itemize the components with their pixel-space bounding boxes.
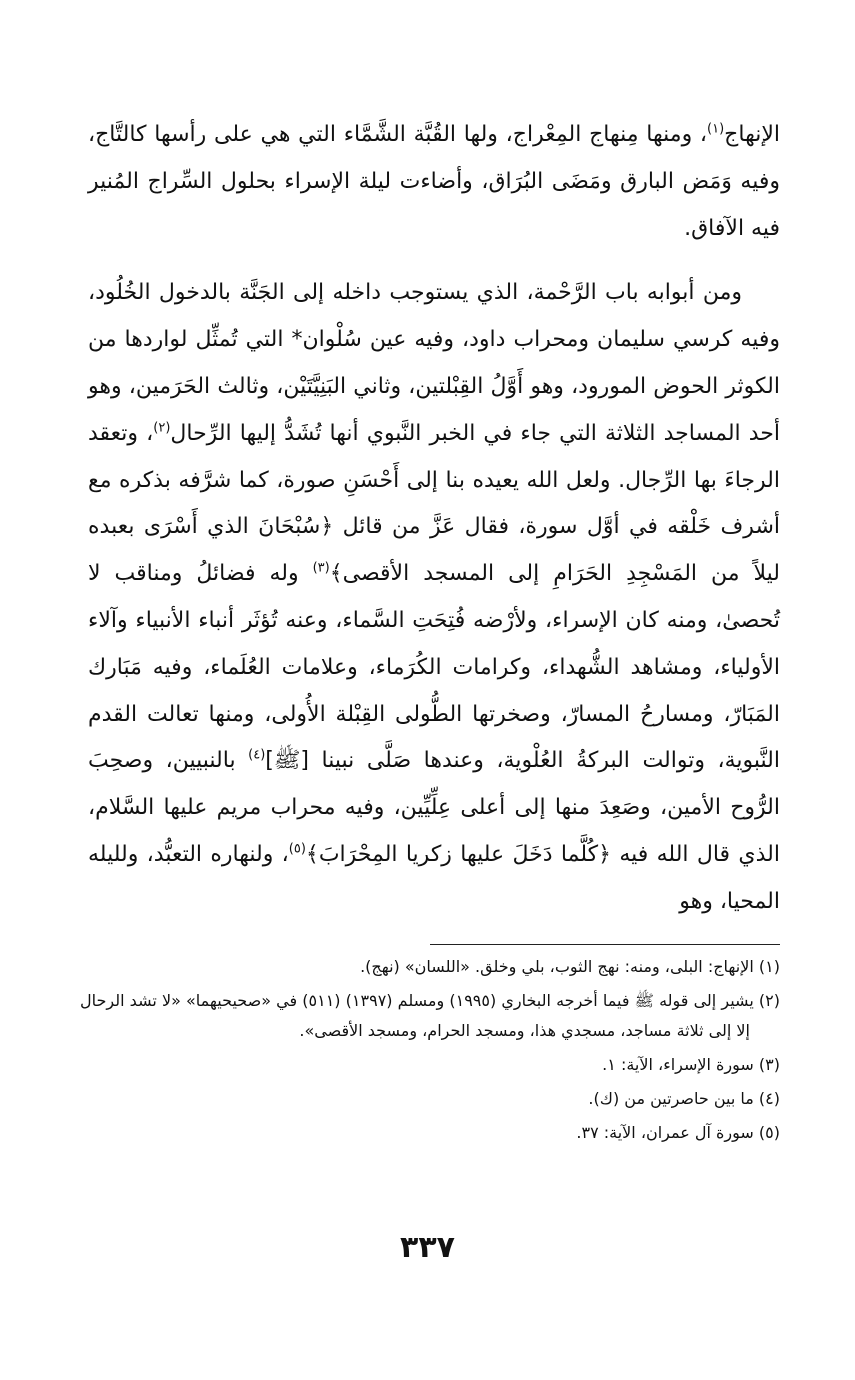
footnote-2: (٢) يشير إلى قوله ﷺ فيما أخرجه البخاري (١٩٩٥) ومسلم (١٣٩٧) (٥١١) في «صحيحيهما» «لا تشد الرحال إلا إلى ثلاثة مساجد، مسجدي هذا، ومسجد الحرام، ومسجد الأقصى». <box>80 991 781 1040</box>
footnote-4: (٤) ما بين حاصرتين من (ك). <box>588 1089 780 1108</box>
footnote-ref-3: (٣) <box>312 560 330 576</box>
footnote-ref-5: (٥) <box>288 841 306 857</box>
paragraph-1-text: الإنهاج <box>724 122 780 147</box>
footnote-ref-4: (٤) <box>248 748 266 764</box>
paragraph-2-text: بالنبيين، وصحِبَ الرُّوح الأمين، وصَعِدَ منها إلى أعلى عِلِّيِّين، وفيه محراب مريم عليها السَّلام، الذي قال الله فيه ﴿كُلَّما دَخَلَ عليها زكريا المِحْرَابَ﴾ <box>88 748 780 867</box>
page-number: ٣٣٧ <box>400 1230 455 1265</box>
paragraph-2-text: وله فضائلُ ومناقب لا تُحصىٰ، ومنه كان الإسراء، ولأرْضه فُتِحَتِ السَّماء، وعنه تُؤثَر أنباء الأنبياء وآلاء الأولياء، ومشاهد الشُّهداء، وكرامات الكُرَماء، وعلامات العُلَماء، وفيه مَبَارك المَبَارّ، ومسارحُ المسارّ، وصخرتها الطُّولى القِبْلة الأُولى، ومنها تعالت القدم النَّبوية، وتوالت البركةُ العُلْوية، وعندها صَلَّى نبينا [ﷺ] <box>88 561 781 774</box>
footnote-ref-2: (٢) <box>153 420 171 436</box>
paragraph-1 <box>88 112 780 252</box>
footnotes-list <box>80 952 780 1152</box>
paragraph-2-text: ، وتعقد الرجاءَ بها الرِّجال. ولعل الله يعيده بنا إلى أَحْسَنِ صورة، كما شرَّفه بذكره مع أشرف خَلْقه في أوَّل سورة، فقال عَزَّ من قائل ﴿سُبْحَانَ الذي أَسْرَى بعبده ليلاً من المَسْجِدِ الحَرَامِ إلى المسجد الأقصى﴾ <box>88 420 780 587</box>
footnote-5: (٥) سورة آل عمران، الآية: ٣٧. <box>576 1123 780 1142</box>
footnote-3: (٣) سورة الإسراء، الآية: ١. <box>602 1055 780 1074</box>
paragraph-2-text: ومن أبوابه باب الرَّحْمة، الذي يستوجب داخله إلى الجَنَّة بالدخول الخُلُود، وفيه كرسي سليمان ومحراب داود، وفيه عين سُلْوان* التي تُمثِّل لواردها من الكوثر الحوض المورود، وهو أَوَّلُ القِبْلتين، وثاني البَنِيَّتَيْن، وثالث الحَرَمين، وهو أحد المساجد الثلاثة التي جاء في الخبر النَّبوي أنها تُشَدُّ إليها الرِّحال <box>88 280 780 446</box>
footnote-ref-1: (١) <box>707 121 725 137</box>
paragraph-1-text: ، ومنها مِنهاج المِعْراج، ولها القُبَّة الشَّمَّاء التي هي على رأسها كالتَّاج، وفيه وَمَض البارق ومَضَى البُرَاق، وأضاءت ليلة الإسراء بحلول السِّراج المُنير فيه الآفاق. <box>88 122 780 241</box>
footnote-1: (١) الإنهاج: البلى، ومنه: نهج الثوب، بلي وخلق. «اللسان» (نهج). <box>360 957 780 976</box>
main-text-block <box>88 112 780 926</box>
footnote-separator <box>430 944 780 945</box>
paragraph-2 <box>88 270 780 925</box>
paragraph-2-text: ، ولنهاره التعبُّد، ولليله المحيا، وهو <box>88 841 780 914</box>
